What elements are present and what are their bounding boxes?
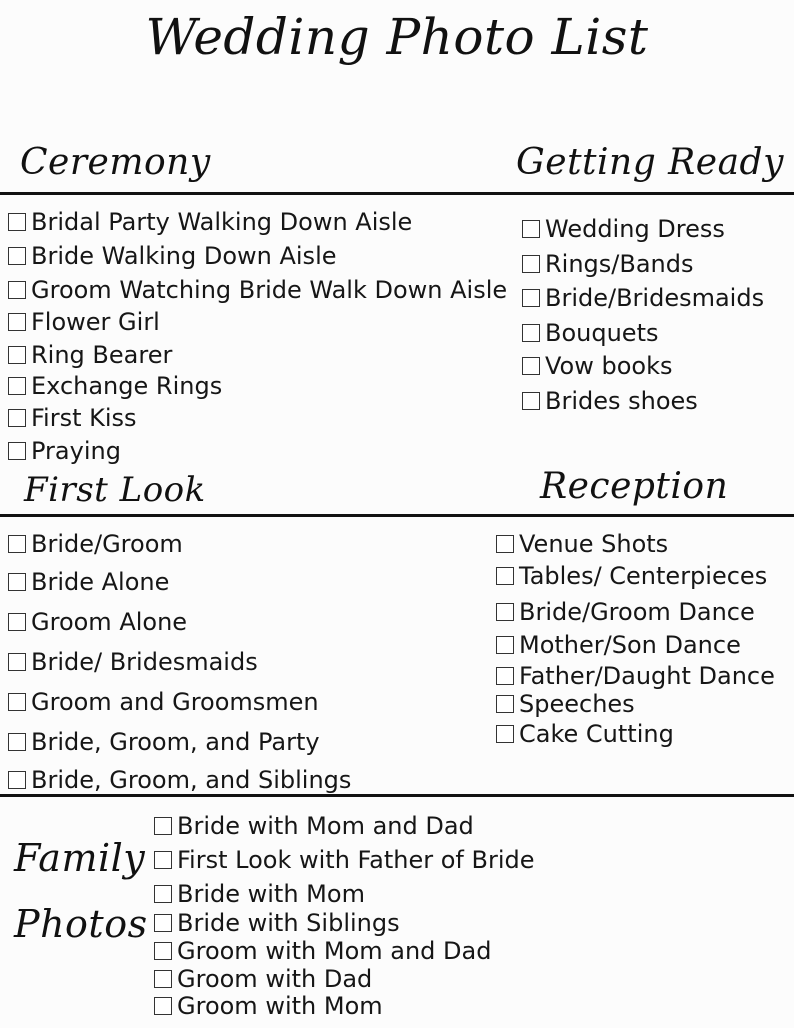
item-label: Bride with Mom [177,880,365,908]
checkbox[interactable] [154,914,172,932]
checklist-item-getting-ready [522,215,725,243]
checkbox[interactable] [8,281,26,299]
checkbox[interactable] [522,255,540,273]
checklist-item-first-look [8,568,169,596]
checklist-item-ceremony [8,372,222,400]
checklist-item-first-look [8,766,351,794]
item-label: Venue Shots [519,530,669,558]
divider-family [0,794,794,797]
checkbox[interactable] [522,289,540,307]
checklist-item-family [154,846,534,874]
checkbox[interactable] [8,346,26,364]
checklist-item-ceremony [8,308,160,336]
checkbox[interactable] [154,817,172,835]
checkbox[interactable] [496,603,514,621]
checkbox[interactable] [8,442,26,460]
item-label: Flower Girl [31,308,160,336]
item-label: Groom with Mom [177,992,383,1020]
section-heading-family: Family [14,836,146,880]
section-heading-first-look: First Look [24,470,206,510]
item-label: Groom with Mom and Dad [177,937,492,965]
checkbox[interactable] [8,213,26,231]
checklist-item-reception [496,530,668,558]
checklist-item-first-look [8,608,187,636]
item-label: Bride/ Bridesmaids [31,648,258,676]
checkbox[interactable] [8,613,26,631]
checklist-item-getting-ready [522,352,673,380]
item-label: Tables/ Centerpieces [519,562,768,590]
item-label: Cake Cutting [519,720,674,748]
item-label: Rings/Bands [545,250,694,278]
section-heading-reception: Reception [540,466,729,507]
checklist-item-first-look [8,648,258,676]
section-heading-getting-ready: Getting Ready [516,142,784,183]
checklist-item-reception [496,631,741,659]
checklist-item-family [154,937,491,965]
item-label: Ring Bearer [31,341,173,369]
item-label: Mother/Son Dance [519,631,741,659]
item-label: First Look with Father of Bride [177,846,535,874]
item-label: Groom and Groomsmen [31,688,319,716]
checkbox[interactable] [496,567,514,585]
checkbox[interactable] [8,733,26,751]
checkbox[interactable] [154,885,172,903]
checklist-item-reception [496,690,635,718]
checkbox[interactable] [496,636,514,654]
checklist-item-getting-ready [522,284,764,312]
divider-ceremony [0,192,794,195]
checkbox[interactable] [496,695,514,713]
checklist-item-first-look [8,728,320,756]
item-label: Bride Alone [31,568,170,596]
item-label: Bride/Groom Dance [519,598,755,626]
checkbox[interactable] [154,851,172,869]
item-label: Father/Daught Dance [519,662,775,690]
checklist-item-ceremony [8,242,337,270]
checkbox[interactable] [8,409,26,427]
page-title: Wedding Photo List [145,8,649,66]
checkbox[interactable] [8,377,26,395]
checkbox[interactable] [8,535,26,553]
checkbox[interactable] [154,997,172,1015]
checkbox[interactable] [522,392,540,410]
checklist-item-first-look [8,688,319,716]
checkbox[interactable] [8,771,26,789]
item-label: First Kiss [31,404,137,432]
checklist-item-ceremony [8,208,412,236]
item-label: Bride, Groom, and Party [31,728,320,756]
checklist-item-getting-ready [522,250,694,278]
checklist-item-family [154,992,383,1020]
checklist-item-reception [496,562,767,590]
checklist-item-first-look [8,530,183,558]
checklist-item-reception [496,662,775,690]
checkbox[interactable] [496,667,514,685]
item-label: Groom with Dad [177,965,373,993]
item-label: Groom Watching Bride Walk Down Aisle [31,276,508,304]
item-label: Groom Alone [31,608,188,636]
checklist-item-ceremony [8,276,507,304]
item-label: Bride, Groom, and Siblings [31,766,352,794]
item-label: Speeches [519,690,635,718]
checkbox[interactable] [522,220,540,238]
section-heading-photos: Photos [14,902,148,946]
checklist-item-family [154,812,474,840]
checkbox[interactable] [8,313,26,331]
item-label: Praying [31,437,121,465]
item-label: Bride with Siblings [177,909,400,937]
checkbox[interactable] [8,573,26,591]
checklist-item-ceremony [8,404,137,432]
item-label: Brides shoes [545,387,698,415]
item-label: Wedding Dress [545,215,725,243]
item-label: Bride Walking Down Aisle [31,242,337,270]
item-label: Vow books [545,352,673,380]
checkbox[interactable] [8,247,26,265]
checklist-item-reception [496,720,674,748]
checkbox[interactable] [154,970,172,988]
checklist-item-family [154,880,365,908]
checklist-item-reception [496,598,755,626]
section-heading-ceremony: Ceremony [20,142,211,183]
checklist-item-ceremony [8,437,121,465]
checklist-item-family [154,965,372,993]
checklist-item-getting-ready [522,387,698,415]
item-label: Bride/Groom [31,530,183,558]
checkbox[interactable] [522,324,540,342]
checkbox[interactable] [154,942,172,960]
item-label: Bride with Mom and Dad [177,812,474,840]
checkbox[interactable] [496,535,514,553]
checklist-item-getting-ready [522,319,658,347]
item-label: Bouquets [545,319,659,347]
divider-first-look [0,514,794,517]
checkbox[interactable] [496,725,514,743]
checklist-item-ceremony [8,341,172,369]
checklist-item-family [154,909,400,937]
checkbox[interactable] [8,653,26,671]
item-label: Bridal Party Walking Down Aisle [31,208,413,236]
item-label: Exchange Rings [31,372,223,400]
checkbox[interactable] [8,693,26,711]
item-label: Bride/Bridesmaids [545,284,765,312]
checkbox[interactable] [522,357,540,375]
